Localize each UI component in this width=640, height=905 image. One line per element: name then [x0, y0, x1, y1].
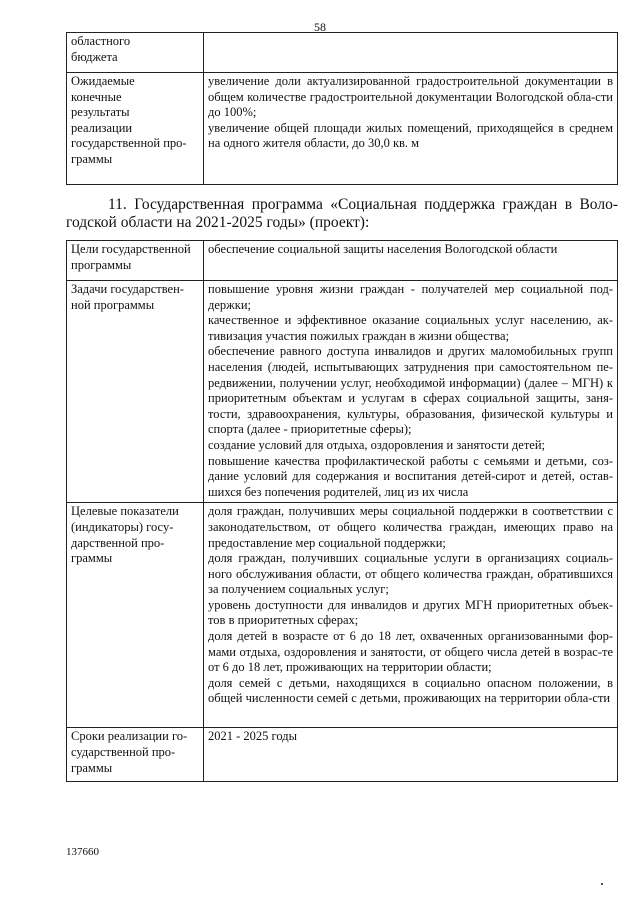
row-label-timeline [67, 728, 204, 782]
table-row [67, 241, 618, 281]
label-line: сударственной про- [71, 744, 176, 759]
label-line: ной программы [71, 297, 155, 312]
content-paragraph: качественное и эффективное оказание социальных услуг населению, ак-тивизация участия пожилых граждан в жизни общества; [208, 313, 613, 343]
label-line: граммы [71, 151, 113, 166]
label-line: дарственной про- [71, 535, 165, 550]
label-line: областного [71, 34, 131, 48]
row-label-goals [67, 241, 204, 281]
row-label-tasks [67, 281, 204, 503]
content-paragraph: увеличение общей площади жилых помещений, приходящейся в среднем на одного жителя области, до 30,0 кв. м [208, 120, 613, 151]
label-line: конечные [71, 89, 122, 104]
section-heading: 11. Государственная программа «Социальная поддержка граждан в Воло-годской области на 2021-2025 годы» (проект): [66, 196, 618, 231]
row-content-goals [204, 241, 618, 281]
row-content-timeline [204, 728, 618, 782]
document-code: 137660 [66, 846, 99, 858]
content-paragraph: обеспечение равного доступа инвалидов и других маломобильных групп населения (людей, испытывающих затруднения при самостоятельном пе-редвижении, получении услуг, необходимой информации) (далее – МГН) к приоритетным объектам и услугам в сферах социальной защиты, заня-тости, здравоохранения, культуры, образования, физической культуры и спорта (далее - приоритетные сферы); [208, 344, 613, 437]
row-content-budget [204, 33, 618, 73]
table-row [67, 728, 618, 782]
content-paragraph: создание условий для отдыха, оздоровления и занятости детей; [208, 437, 546, 452]
scan-artifact [601, 883, 603, 885]
label-line: программы [71, 257, 132, 272]
content-paragraph: доля детей в возрасте от 6 до 18 лет, охваченных организованными фор-мами отдыха, оздоровления и занятости, от общего числа детей в возрас-те от 6 до 18 лет, проживающих на территории области; [208, 629, 613, 675]
program-passport-table [66, 240, 618, 782]
label-line: Целевые показатели [71, 504, 179, 519]
label-line: Цели государственной [71, 242, 191, 256]
page-number: 58 [314, 20, 326, 34]
content-paragraph: обеспечение социальной защиты населения Вологодской области [208, 242, 558, 256]
row-label-indicators [67, 503, 204, 728]
label-line: государственной про- [71, 136, 187, 151]
label-line: Сроки реализации го- [71, 729, 188, 744]
label-line: граммы [71, 551, 113, 566]
row-content-expected-results [204, 73, 618, 185]
table-row [67, 281, 618, 503]
content-paragraph: повышение качества профилактической работы с семьями и детьми, соз-дание условий для содержания и воспитания детей-сирот и детей, остав-шихся без попечения родителей, лиц из их числа [208, 453, 613, 499]
content-paragraph: увеличение доли актуализированной градостроительной документации в общем количестве градостроительной документации Вологодской обла-сти до 100%; [208, 74, 613, 120]
table-row [67, 33, 618, 73]
expected-results-table [66, 32, 618, 185]
content-paragraph: уровень доступности для инвалидов и других МГН приоритетных объек-тов в приоритетных сферах; [208, 597, 613, 628]
content-paragraph: 2021 - 2025 годы [208, 729, 298, 744]
row-content-tasks [204, 281, 618, 503]
label-line: граммы [71, 760, 113, 775]
content-paragraph: доля семей с детьми, находящихся в социально опасном положении, в общей численности семей с детьми, проживающих на территории обла-сти [208, 675, 613, 706]
content-paragraph: доля граждан, получивших социальные услуги в организациях социаль-ного обслуживания области, от общего количества граждан, обратившихся за получением социальных услуг; [208, 551, 613, 597]
table-row [67, 73, 618, 185]
label-line: (индикаторы) госу- [71, 519, 174, 534]
content-paragraph: повышение уровня жизни граждан - получателей мер социальной под-держки; [208, 282, 613, 312]
content-paragraph: доля граждан, получивших меры социальной поддержки в соответствии с законодательством, от общего количества граждан, имеющих право на предоставление мер социальной поддержки; [208, 504, 613, 550]
label-line: результаты [71, 105, 130, 120]
label-line: Задачи государствен- [71, 282, 184, 296]
row-label-expected-results [67, 73, 204, 185]
label-line: бюджета [71, 49, 118, 64]
row-content-indicators [204, 503, 618, 728]
table-row [67, 503, 618, 728]
label-line: реализации [71, 120, 133, 135]
row-label-budget [67, 33, 204, 73]
label-line: Ожидаемые [71, 74, 135, 88]
